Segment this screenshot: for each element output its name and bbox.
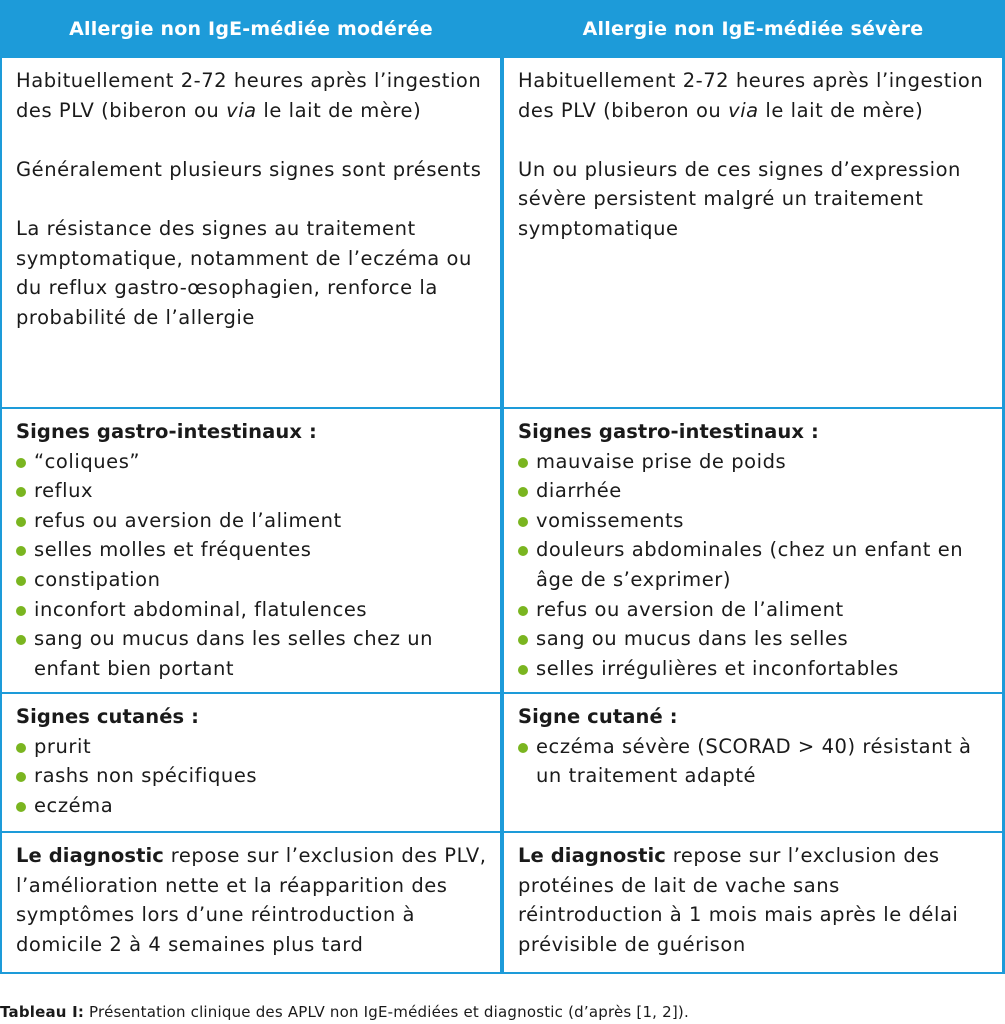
bullet-icon [16, 606, 26, 616]
row-timing-moderate [2, 58, 500, 407]
skin-signs-list [518, 732, 990, 791]
row-skin-moderate [2, 694, 500, 831]
list-item: eczéma sévère (SCORAD > 40) résistant à un traitement adapté [518, 732, 990, 791]
list-item: “coliques” [16, 447, 488, 477]
list-item: vomissements [518, 506, 990, 536]
skin-heading: Signe cutané : [518, 705, 678, 728]
list-item: eczéma [16, 791, 488, 821]
bullet-icon [518, 635, 528, 645]
list-item: reflux [16, 476, 488, 506]
skin-heading: Signes cutanés : [16, 705, 200, 728]
list-item: sang ou mucus dans les selles [518, 624, 990, 654]
bullet-icon [16, 576, 26, 586]
bullet-icon [518, 487, 528, 497]
bullet-icon [16, 635, 26, 645]
row-diagnosis-severe [504, 833, 1002, 972]
header-col-moderate: Allergie non IgE-médiée modérée [69, 18, 433, 40]
row-gi-severe [504, 409, 1002, 692]
gi-signs-list [16, 447, 488, 684]
header-col-severe: Allergie non IgE-médiée sévère [582, 18, 924, 40]
timing-text: Habituellement 2-72 heures après l’ingestion des PLV (biberon ou via le lait de mère) [16, 69, 482, 122]
list-item: refus ou aversion de l’aliment [16, 506, 488, 536]
bullet-icon [518, 546, 528, 556]
diagnosis-text: Le diagnostic repose sur l’exclusion des PLV, l’amélioration nette et la réapparition des symptômes lors d’une réintroduction à domicile 2 à 4 semaines plus tard [16, 844, 487, 956]
signs-present-text: Généralement plusieurs signes sont présents [16, 157, 482, 181]
list-item: mauvaise prise de poids [518, 447, 990, 477]
bullet-icon [16, 743, 26, 753]
list-item: selles irrégulières et inconfortables [518, 654, 990, 684]
bullet-icon [518, 458, 528, 468]
bullet-icon [16, 546, 26, 556]
bullet-icon [518, 517, 528, 527]
list-item: sang ou mucus dans les selles chez un enfant bien portant [16, 624, 488, 683]
bullet-icon [518, 606, 528, 616]
row-skin-severe [504, 694, 1002, 831]
bullet-icon [16, 517, 26, 527]
row-gi-moderate [2, 409, 500, 692]
gi-heading: Signes gastro-intestinaux : [16, 420, 317, 443]
gi-heading: Signes gastro-intestinaux : [518, 420, 819, 443]
resistance-text: La résistance des signes au traitement symptomatique, notamment de l’eczéma ou du reflux gastro-œsophagien, renforce la probabilité de l’allergie [16, 216, 472, 329]
list-item: constipation [16, 565, 488, 595]
bullet-icon [16, 458, 26, 468]
bullet-icon [16, 802, 26, 812]
bullet-icon [16, 487, 26, 497]
row-diagnosis-moderate [2, 833, 500, 972]
bullet-icon [518, 665, 528, 675]
list-item: inconfort abdominal, flatulences [16, 595, 488, 625]
bullet-icon [518, 743, 528, 753]
row-timing-severe [504, 58, 1002, 407]
list-item: douleurs abdominales (chez un enfant en âge de s’exprimer) [518, 535, 990, 594]
list-item: rashs non spécifiques [16, 761, 488, 791]
timing-text: Habituellement 2-72 heures après l’ingestion des PLV (biberon ou via le lait de mère) [518, 69, 984, 122]
skin-signs-list [16, 732, 488, 821]
gi-signs-list [518, 447, 990, 684]
list-item: prurit [16, 732, 488, 762]
list-item: diarrhée [518, 476, 990, 506]
severe-signs-text: Un ou plusieurs de ces signes d’expression sévère persistent malgré un traitement symptomatique [518, 157, 961, 240]
bullet-icon [16, 772, 26, 782]
diagnosis-text: Le diagnostic repose sur l’exclusion des protéines de lait de vache sans réintroduction à 1 mois mais après le délai prévisible de guérison [518, 844, 959, 956]
list-item: selles molles et fréquentes [16, 535, 488, 565]
table-caption: Tableau I: Présentation clinique des APLV non IgE-médiées et diagnostic (d’après [1, 2]). [0, 1003, 689, 1021]
list-item: refus ou aversion de l’aliment [518, 595, 990, 625]
